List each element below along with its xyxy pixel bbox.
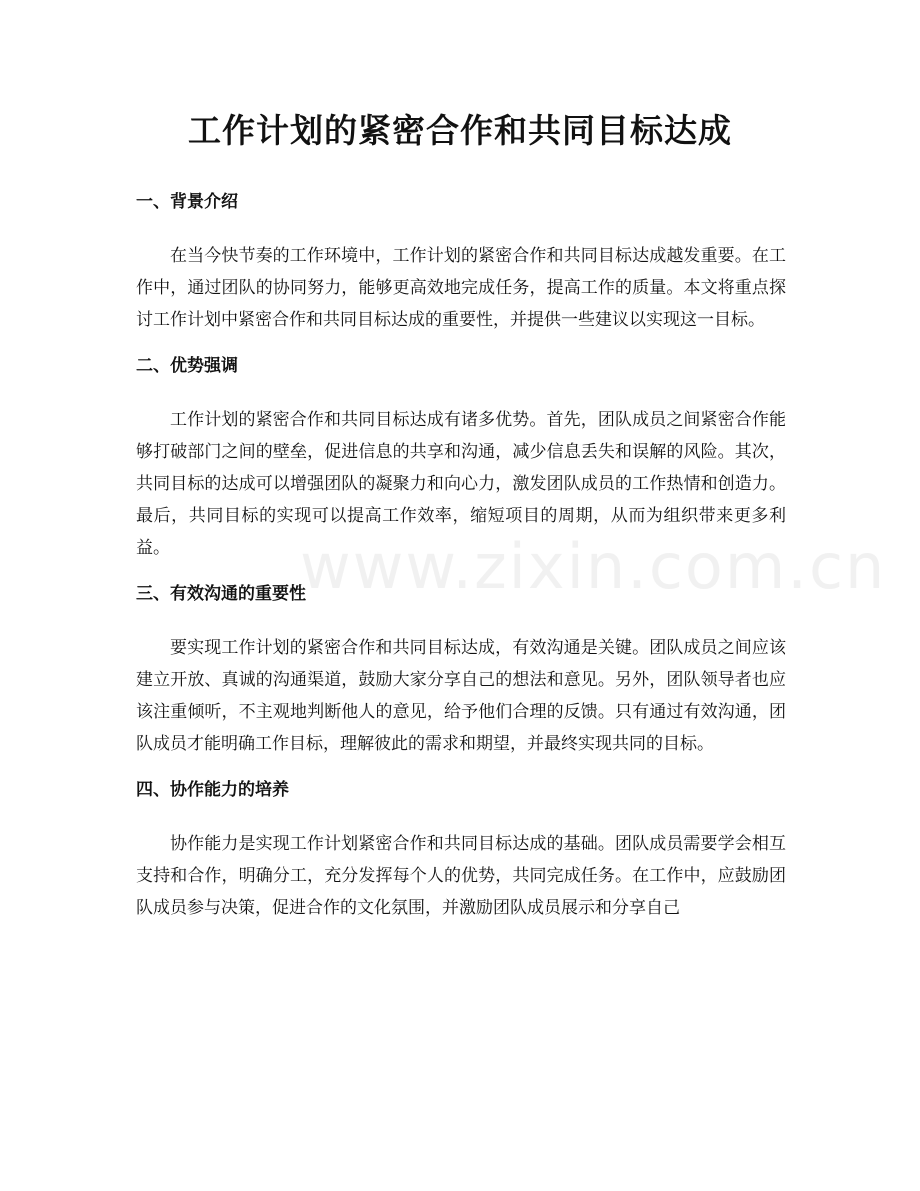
section-paragraph: 工作计划的紧密合作和共同目标达成有诸多优势。首先，团队成员之间紧密合作能够打破部门之间的壁垒，促进信息的共享和沟通，减少信息丢失和误解的风险。其次，共同目标的达成可以增强团队的凝聚力和向心力，激发团队成员的工作热情和创造力。最后，共同目标的实现可以提高工作效率，缩短项目的周期，从而为组织带来更多利益。: [136, 410, 786, 558]
section-heading: 三、有效沟通的重要性: [136, 584, 306, 604]
section-collaboration: [136, 770, 786, 924]
section-paragraph: 要实现工作计划的紧密合作和共同目标达成，有效沟通是关键。团队成员之间应该建立开放、真诚的沟通渠道，鼓励大家分享自己的想法和意见。另外，团队领导者也应该注重倾听，不主观地判断他人的意见，给予他们合理的反馈。只有通过有效沟通，团队成员才能明确工作目标，理解彼此的需求和期望，并最终实现共同的目标。: [136, 638, 786, 754]
section-heading: 二、优势强调: [136, 356, 238, 376]
section-paragraph: 在当今快节奏的工作环境中，工作计划的紧密合作和共同目标达成越发重要。在工作中，通过团队的协同努力，能够更高效地完成任务，提高工作的质量。本文将重点探讨工作计划中紧密合作和共同目标达成的重要性，并提供一些建议以实现这一目标。: [136, 246, 786, 330]
watermark-text: www.zixin.com.cn: [300, 530, 887, 603]
section-heading: 四、协作能力的培养: [136, 780, 289, 800]
section-paragraph: 协作能力是实现工作计划紧密合作和共同目标达成的基础。团队成员需要学会相互支持和合作，明确分工，充分发挥每个人的优势，共同完成任务。在工作中，应鼓励团队成员参与决策，促进合作的文化氛围，并激励团队成员展示和分享自己: [136, 834, 786, 918]
section-background: [136, 182, 786, 336]
document-body: [136, 182, 786, 934]
section-advantages: [136, 346, 786, 564]
section-communication: [136, 574, 786, 760]
document-title: 工作计划的紧密合作和共同目标达成: [188, 111, 732, 150]
section-heading: 一、背景介绍: [136, 192, 238, 212]
